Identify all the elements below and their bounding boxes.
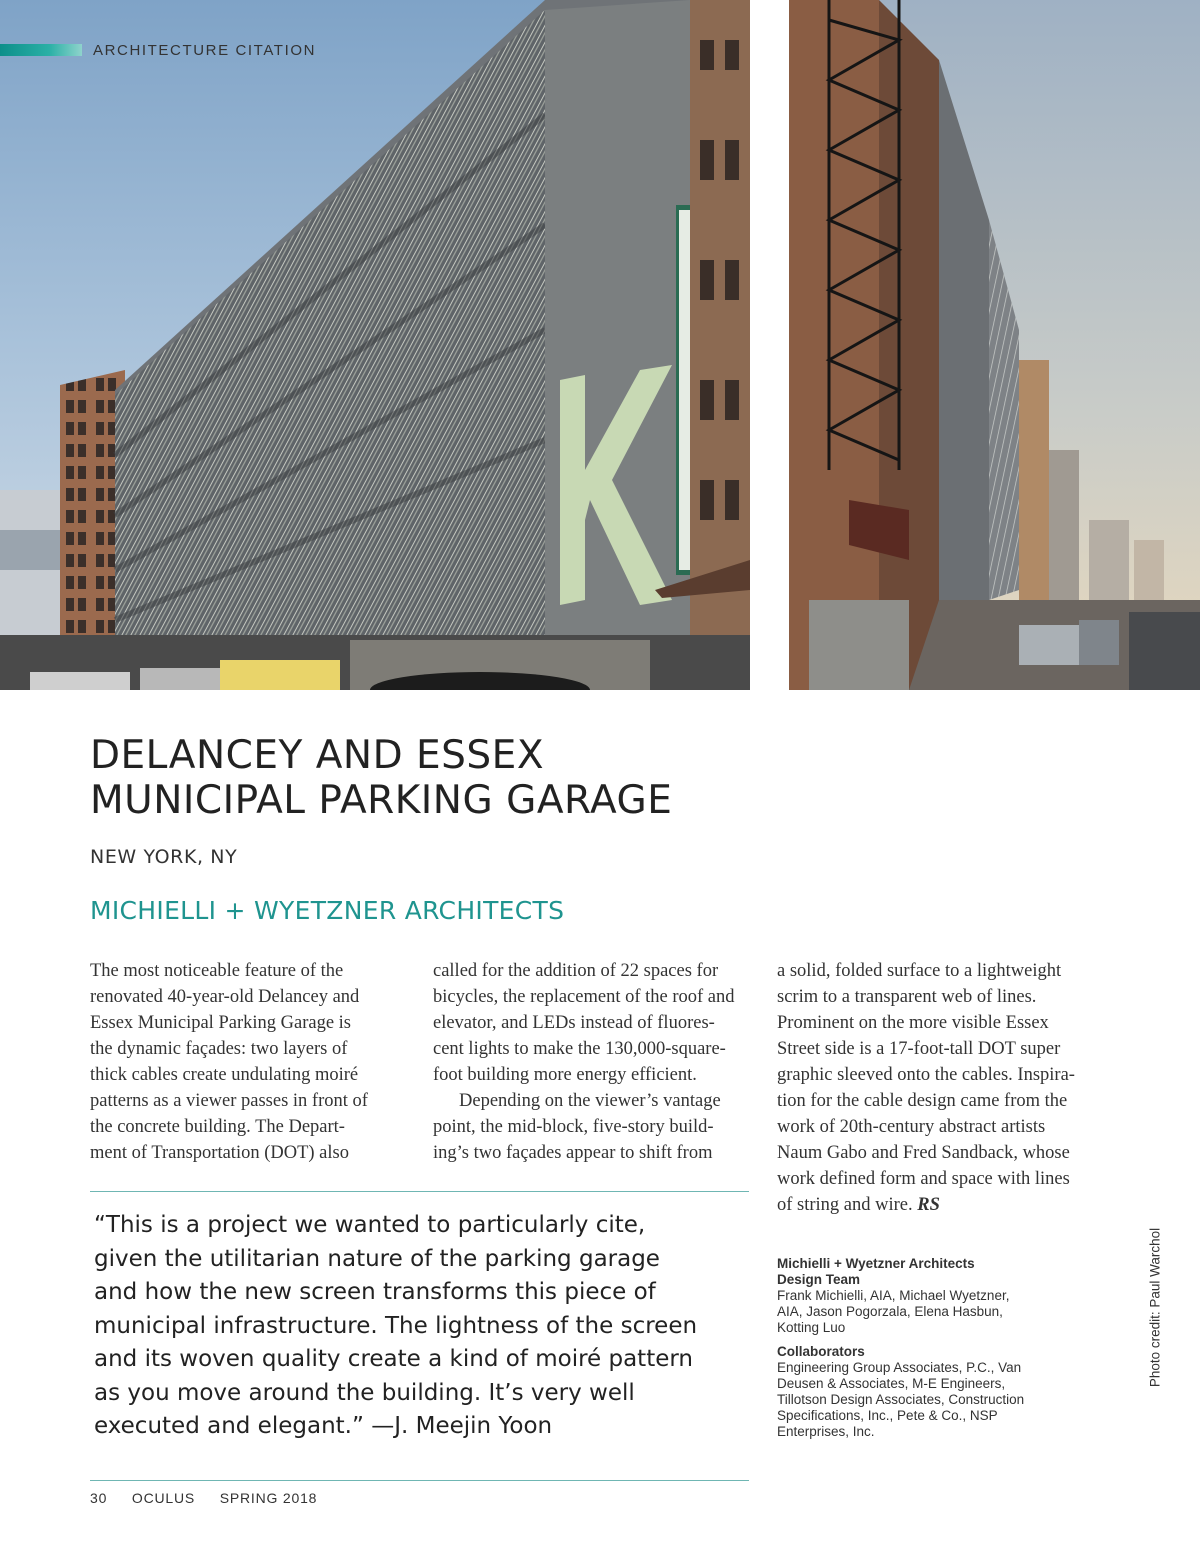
garage-photo-essex: [789, 0, 1200, 690]
collaborators-block: [777, 1344, 1087, 1440]
quote-divider-top: [90, 1191, 749, 1192]
body-column-3: [777, 958, 1107, 1218]
design-team-block: [777, 1256, 1087, 1336]
body-line: ing’s two façades appear to shift from: [433, 1143, 713, 1163]
credit-line: Kotting Luo: [777, 1320, 846, 1335]
quote-divider-bottom: [90, 1480, 749, 1481]
project-location: NEW YORK, NY: [90, 846, 238, 868]
body-line: Street side is a 17-foot-tall DOT super: [777, 1039, 1061, 1059]
title-line: DELANCEY AND ESSEX: [90, 733, 545, 778]
credit-line: Enterprises, Inc.: [777, 1424, 875, 1439]
section-accent-bar: [0, 44, 82, 56]
body-line: Naum Gabo and Fred Sandback, whose: [777, 1143, 1070, 1163]
body-line: elevator, and LEDs instead of fluores-: [433, 1013, 715, 1033]
garage-photo-delancey: [0, 0, 750, 690]
body-line: The most noticeable feature of the: [90, 961, 344, 981]
quote-line: as you move around the building. It’s very well: [94, 1379, 635, 1406]
magazine-name: OCULUS: [131, 1490, 196, 1506]
architect-firm: MICHIELLI + WYETZNER ARCHITECTS: [90, 896, 565, 925]
project-credits: [777, 1256, 1087, 1448]
body-line: scrim to a transparent web of lines.: [777, 987, 1037, 1007]
body-line: ment of Transportation (DOT) also: [90, 1143, 349, 1163]
body-column-1: [90, 958, 390, 1166]
body-last-line: [777, 1192, 1107, 1218]
body-line: Prominent on the more visible Essex: [777, 1013, 1049, 1033]
quote-line: given the utilitarian nature of the parking garage: [94, 1245, 660, 1272]
body-line: called for the addition of 22 spaces for: [433, 961, 719, 981]
design-team-firm: Michielli + Wyetzner Architects: [777, 1256, 975, 1271]
body-line: point, the mid-block, five-story build-: [433, 1117, 714, 1137]
body-line: the dynamic façades: two layers of: [90, 1039, 348, 1059]
body-column-2: [433, 958, 753, 1166]
page-footer: [90, 1490, 337, 1506]
page-number: 30: [90, 1490, 108, 1506]
body-line: work defined form and space with lines: [777, 1169, 1070, 1189]
body-line: work of 20th-century abstract artists: [777, 1117, 1046, 1137]
credit-line: Deusen & Associates, M-E Engineers,: [777, 1376, 1006, 1391]
pull-quote: [94, 1209, 754, 1444]
photo-credit: Photo credit: Paul Warchol: [1147, 1227, 1163, 1388]
body-line: bicycles, the replacement of the roof and: [433, 987, 735, 1007]
author-initials: RS: [917, 1195, 940, 1215]
quote-line: and how the new screen transforms this piece of: [94, 1279, 656, 1305]
quote-line: “This is a project we wanted to particularly cite,: [94, 1212, 646, 1238]
body-line: Essex Municipal Parking Garage is: [90, 1013, 351, 1033]
body-line: thick cables create undulating moiré: [90, 1065, 359, 1085]
body-line: a solid, folded surface to a lightweight: [777, 961, 1062, 981]
article-title: [90, 733, 850, 823]
section-label: ARCHITECTURE CITATION: [93, 42, 317, 59]
credit-line: Engineering Group Associates, P.C., Van: [777, 1360, 1022, 1375]
quote-line: and its woven quality create a kind of moiré pattern: [94, 1346, 693, 1372]
body-line: the concrete building. The Depart-: [90, 1117, 345, 1137]
body-line-text: of string and wire.: [777, 1195, 913, 1215]
body-line: cent lights to make the 130,000-square-: [433, 1039, 726, 1059]
body-line: graphic sleeved onto the cables. Inspira-: [777, 1065, 1075, 1085]
credit-line: AIA, Jason Pogorzala, Elena Hasbun,: [777, 1304, 1003, 1319]
issue-date: SPRING 2018: [219, 1490, 318, 1506]
body-line: patterns as a viewer passes in front of: [90, 1091, 368, 1111]
credit-line: Tillotson Design Associates, Construction: [777, 1392, 1025, 1407]
body-line: renovated 40-year-old Delancey and: [90, 987, 360, 1007]
credit-line: Specifications, Inc., Pete & Co., NSP: [777, 1408, 998, 1423]
credit-line: Frank Michielli, AIA, Michael Wyetzner,: [777, 1288, 1010, 1303]
body-line: foot building more energy efficient.: [433, 1065, 697, 1085]
body-line: Depending on the viewer’s vantage: [459, 1091, 721, 1111]
quote-line: executed and elegant.” —J. Meejin Yoon: [94, 1413, 553, 1439]
collaborators-heading: Collaborators: [777, 1344, 865, 1359]
quote-line: municipal infrastructure. The lightness of the screen: [94, 1312, 698, 1339]
title-line: MUNICIPAL PARKING GARAGE: [90, 778, 673, 823]
design-team-heading: Design Team: [777, 1272, 861, 1287]
body-line: tion for the cable design came from the: [777, 1091, 1068, 1111]
